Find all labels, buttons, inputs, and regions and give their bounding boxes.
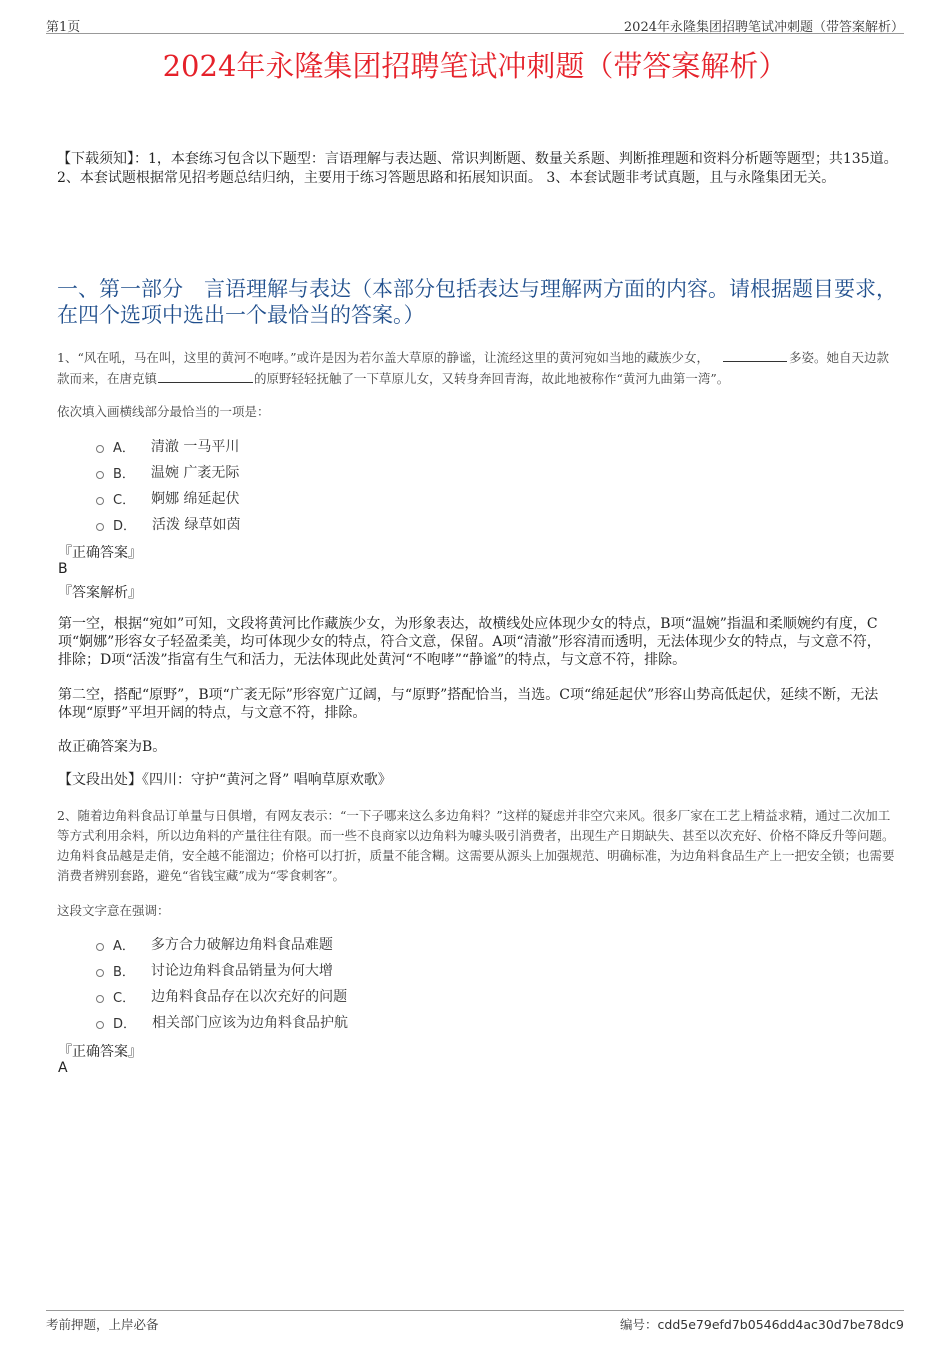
footer-slogan: 考前押题，上岸必备 (46, 1317, 159, 1332)
option-d[interactable]: D． 活泼 绿草如茵 (96, 511, 240, 537)
question-2-prompt: 这段文字意在强调： (57, 903, 170, 918)
question-1-text: 1、“风在吼，马在叫，这里的黄河不咆哮。”或许是因为若尔盖大草原的静谧，让流经这里的黄河宛如当地的藏族少女， 多姿。她自天边款款而来，在唐克镇 的原野轻轻抚触了一下草原儿女，又转身奔回青海，故此地被称作“黄河九曲第一湾”。 (57, 347, 900, 389)
radio-icon[interactable] (96, 497, 104, 505)
page-title: 2024年永隆集团招聘笔试冲刺题（带答案解析） (162, 49, 788, 83)
page-footer (46, 1310, 904, 1331)
option-a[interactable]: A． 清澈 一马平川 (96, 433, 240, 459)
analysis-paragraph-1: 第一空，根据“宛如”可知，文段将黄河比作藏族少女，为形象表达，故横线处应体现少女的特点，B项“温婉”指温和柔顺婉约有度，C项“婀娜”形容女子轻盈柔美，均可体现少女的特点，符合文意，保留。A项“清澈”形容清而透明，无法体现少女的特点，与文意不符，排除；D项“活泼”指富有生气和活力，无法体现此处黄河“不咆哮”“静谧”的特点，与文意不符，排除。 (58, 616, 881, 668)
question-1-prompt: 依次填入画横线部分最恰当的一项是： (57, 404, 270, 419)
radio-icon[interactable] (96, 995, 104, 1003)
radio-icon[interactable] (96, 943, 104, 951)
answer-value: A (58, 1060, 68, 1076)
source-citation: 【文段出处】《四川：守护“黄河之肾” 唱响草原欢歌》 (58, 772, 392, 788)
radio-icon[interactable] (96, 969, 104, 977)
conclusion: 故正确答案为B。 (58, 739, 167, 755)
option-c[interactable]: C． 边角料食品存在以次充好的问题 (96, 983, 348, 1009)
radio-icon[interactable] (96, 445, 104, 453)
option-c[interactable]: C． 婀娜 绵延起伏 (96, 485, 240, 511)
section-title: 一、第一部分 言语理解与表达（本部分包括表达与理解两方面的内容。请根据题目要求，在四个选项中选出一个最恰当的答案。） (57, 277, 897, 327)
download-notice: 【下载须知】：1，本套练习包含以下题型：言语理解与表达题、常识判断题、数量关系题、判断推理题和资料分析题等题型；共135道。 2、本套试题根据常见招考题总结归纳，主要用于练习答题思路和拓展知识面。 3、本套试题非考试真题，且与永隆集团无关。 (57, 151, 898, 186)
question-2-options (96, 931, 348, 1035)
header-doc-title: 2024年永隆集团招聘笔试冲刺题（带答案解析） (623, 20, 904, 35)
option-b[interactable]: B． 讨论边角料食品销量为何大增 (96, 957, 348, 983)
page-number: 第1页 (46, 20, 81, 35)
question-1-options (96, 433, 240, 537)
analysis-paragraph-2: 第二空，搭配“原野”，B项“广袤无际”形容宽广辽阔，与“原野”搭配恰当，当选。C项“绵延起伏”形容山势高低起伏，延续不断，无法体现“原野”平坦开阔的特点，与文意不符，排除。 (58, 687, 879, 721)
answer-label: 『正确答案』 (58, 545, 142, 561)
option-d[interactable]: D． 相关部门应该为边角料食品护航 (96, 1009, 348, 1035)
page-header (46, 14, 904, 34)
option-a[interactable]: A． 多方合力破解边角料食品难题 (96, 931, 348, 957)
option-b[interactable]: B． 温婉 广袤无际 (96, 459, 240, 485)
radio-icon[interactable] (96, 1021, 104, 1029)
document-id: 编号：cdd5e79efd7b0546dd4ac30d7be78dc9 (620, 1317, 904, 1332)
fill-blank-1 (723, 347, 787, 362)
fill-blank-2 (158, 368, 253, 383)
answer-label: 『正确答案』 (58, 1044, 142, 1060)
analysis-label: 『答案解析』 (58, 585, 142, 601)
question-2-text: 2、随着边角料食品订单量与日俱增，有网友表示：“一下子哪来这么多边角料？”这样的疑虑并非空穴来风。很多厂家在工艺上精益求精，通过二次加工等方式利用余料，所以边角料的产量往往有限。而一些不良商家以边角料为噱头吸引消费者，出现生产日期缺失、甚至以次充好、价格不降反升等问题。边角料食品越是走俏，安全越不能溜边；价格可以打折，质量不能含糊。这需要从源头上加强规范、明确标准，为边角料食品生产上一把安全锁；也需要消费者辨别套路，避免“省钱宝藏”成为“零食刺客”。 (57, 808, 895, 883)
radio-icon[interactable] (96, 523, 104, 531)
radio-icon[interactable] (96, 471, 104, 479)
answer-value: B (58, 561, 68, 577)
